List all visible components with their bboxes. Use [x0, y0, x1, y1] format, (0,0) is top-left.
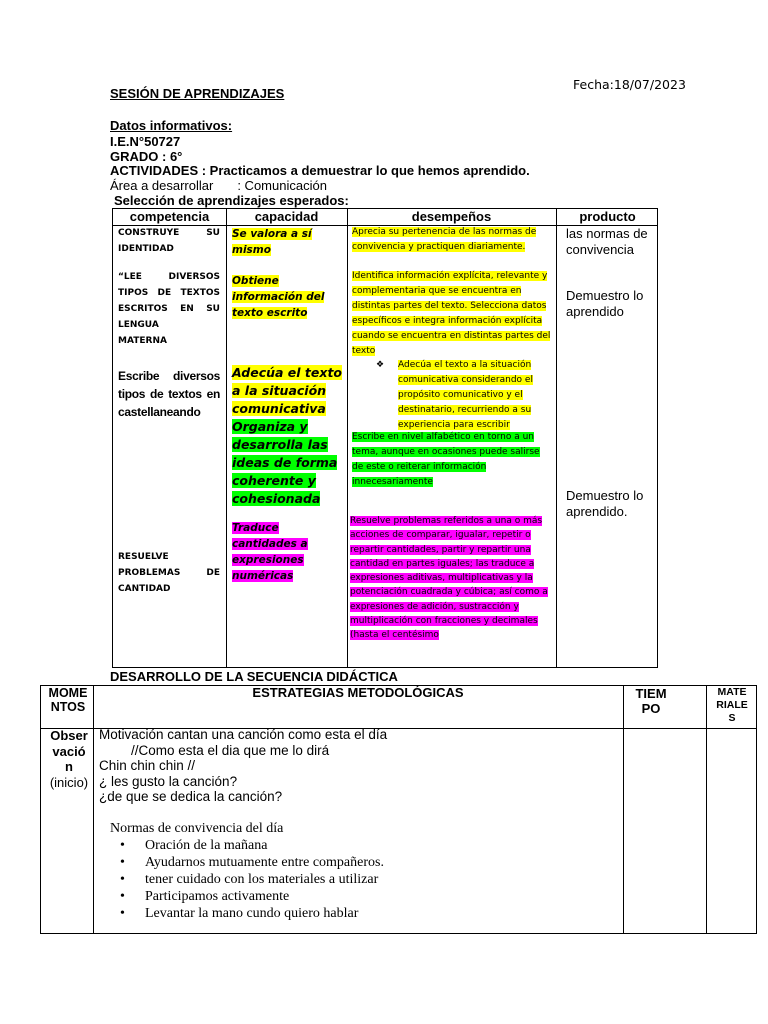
normas-title: Normas de convivencia del día	[110, 821, 284, 836]
strategy-line: ¿de que se dedica la canción?	[99, 789, 283, 805]
producto-2: Demuestro lo aprendido	[566, 288, 644, 319]
producto-3: Demuestro lo aprendido.	[566, 488, 644, 519]
list-item: • Participamos activamente	[110, 888, 610, 905]
producto-1: las normas de convivencia	[566, 226, 648, 257]
normas-block	[110, 820, 610, 922]
header-producto: producto	[579, 209, 636, 224]
info-area	[110, 178, 327, 193]
competencia-4: RESUELVE PROBLEMAS DE CANTIDAD	[118, 552, 220, 594]
area-label: Área a desarrollar	[110, 178, 214, 193]
normas-list	[110, 837, 610, 922]
momento-name: Observación	[50, 728, 88, 774]
header-capacidad: capacidad	[254, 209, 319, 224]
list-item: • Levantar la mano cundo quiero hablar	[110, 905, 610, 922]
capacidad-2: Obtiene información del texto escrito	[232, 275, 325, 319]
capacidad-1: Se valora a sí mismo	[232, 228, 312, 256]
desempeno-3: ❖ Adecúa el texto a la situación comunicativa considerando el propósito comunicativo y el destinatario, recurriendo a su experiencia para escribir	[376, 360, 533, 430]
strategy-line: Chin chin chin //	[99, 758, 196, 774]
strategy-line: //Como esta el dia que me lo dirá	[131, 742, 330, 758]
strategy-lines	[99, 727, 619, 805]
header-materiales: MATERIALES	[716, 686, 748, 724]
competencia-3: Escribe diversos tipos de textos en castellaneando	[118, 369, 220, 419]
capacidad-4: Traduce cantidades a expresiones numéricas	[232, 522, 308, 582]
competencia-1: CONSTRUYE SU IDENTIDAD	[118, 228, 220, 254]
section-title: DESARROLLO DE LA SECUENCIA DIDÁCTICA	[110, 669, 398, 684]
competencia-2: “LEE DIVERSOS TIPOS DE TEXTOS ESCRITOS EN SU LENGUA MATERNA	[118, 272, 220, 346]
header-estrategias: ESTRATEGIAS METODOLÓGICAS	[252, 685, 464, 700]
momento-sub: (inicio)	[49, 774, 89, 790]
info-heading: Datos informativos:	[110, 118, 233, 133]
momento-cell	[47, 728, 91, 790]
area-value: : Comunicación	[237, 178, 327, 193]
header-tiempo: TIEMPO	[635, 686, 667, 716]
info-grado: GRADO : 6°	[110, 149, 183, 164]
desempeno-1: Aprecia su pertenencia de las normas de convivencia y practiquen diariamente.	[352, 227, 537, 252]
desempeno-4: Escribe en nivel alfabético en torno a un tema, aunque en ocasiones puede salirse de este o reiterar información innecesariamente	[352, 432, 540, 487]
header-competencia: competencia	[129, 209, 210, 224]
info-ie: I.E.N°50727	[110, 134, 181, 149]
date-label: Fecha:18/07/2023	[573, 77, 686, 92]
header-momentos: MOMENTOS	[48, 686, 88, 714]
list-item: • Oración de la mañana	[110, 837, 610, 854]
strategy-line: ¿ les gusto la canción?	[99, 773, 238, 789]
header-desempenos: desempeños	[411, 209, 492, 224]
capacidad-3a: Adecúa el texto a la situación comunicativa	[232, 365, 343, 416]
learning-table	[112, 208, 658, 668]
info-actividades: ACTIVIDADES : Practicamos a demuestrar lo que hemos aprendido.	[110, 163, 530, 178]
desempeno-2: Identifica información explícita, relevante y complementaria que se encuentra en distintas partes del texto. Selecciona datos específicos e integra información explícita cuando se encuentra en distintas partes del texto	[352, 271, 551, 356]
seleccion-heading: Selección de aprendizajes esperados:	[114, 193, 349, 208]
strategy-line: Motivación cantan una canción como esta el día	[99, 727, 388, 742]
desempeno-5: Resuelve problemas referidos a una o más acciones de comparar, igualar, repetir o repartir cantidades, partir y repartir una cantidad en partes iguales; las traduce a expresiones aditivas, multiplicativas y la potenciación cuadrada y cúbica; así como a expresiones de adición, sustracción y multiplicación con fracciones y decimales (hasta el centésimo	[350, 516, 548, 641]
sequence-table	[40, 685, 757, 934]
diamond-bullet-icon: ❖	[376, 360, 385, 370]
page-title: SESIÓN DE APRENDIZAJES	[110, 86, 285, 101]
list-item: • Ayudarnos mutuamente entre compañeros.	[110, 854, 610, 871]
list-item: • tener cuidado con los materiales a utilizar	[110, 871, 610, 888]
capacidad-3b: Organiza y desarrolla las ideas de forma coherente y cohesionada	[232, 419, 338, 506]
